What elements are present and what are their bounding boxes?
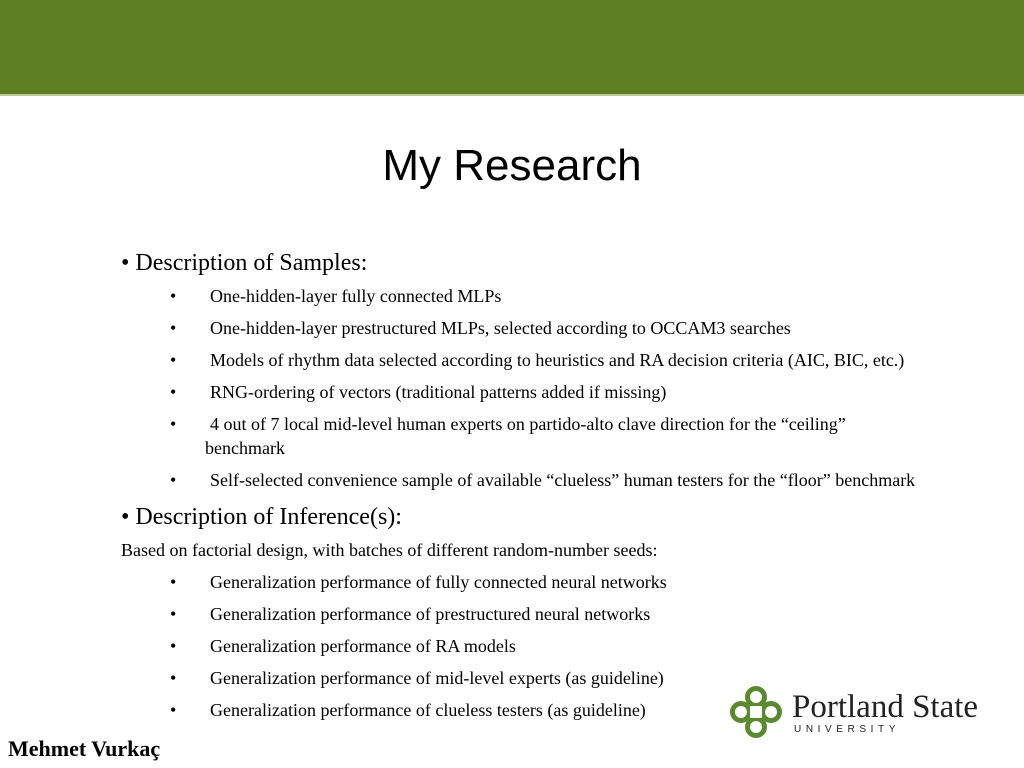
list-item: • Generalization performance of RA models: [170, 636, 516, 656]
slide-title: My Research: [382, 141, 642, 190]
bullet: •: [170, 604, 177, 624]
header-band-edge: [0, 94, 1024, 96]
bullet: •: [170, 470, 177, 490]
list-item: • One-hidden-layer fully connected MLPs: [170, 286, 502, 306]
list-item: • 4 out of 7 local mid-level human experts on partido-alto clave direction for the “ceiling” benchmark: [170, 414, 846, 458]
author-name: Mehmet Vurkaç: [8, 736, 161, 761]
bullet: •: [170, 350, 177, 370]
slide-content: [121, 246, 921, 730]
logo-wordmark: Portland State: [792, 689, 979, 725]
bullet: •: [170, 572, 177, 592]
section-heading-inference: • Description of Inference(s):: [121, 504, 402, 530]
university-logo: [728, 684, 990, 742]
samples-list: [121, 284, 921, 492]
bullet: •: [170, 318, 177, 338]
header-band: [0, 0, 1024, 94]
list-item: • RNG-ordering of vectors (traditional patterns added if missing): [170, 382, 667, 402]
bullet: •: [170, 286, 177, 306]
list-item: • Generalization performance of prestructured neural networks: [170, 604, 651, 624]
bullet: •: [170, 414, 177, 434]
list-item: • Self-selected convenience sample of available “clueless” human testers for the “floor” benchmark: [170, 470, 916, 490]
list-item: • Generalization performance of clueless testers (as guideline): [170, 700, 646, 720]
bullet: •: [170, 636, 177, 656]
bullet: •: [170, 382, 177, 402]
list-item: • Generalization performance of mid-level experts (as guideline): [170, 668, 664, 688]
list-item: • One-hidden-layer prestructured MLPs, selected according to OCCAM3 searches: [170, 318, 791, 338]
inference-intro: Based on factorial design, with batches of different random-number seeds:: [121, 540, 658, 560]
section-heading-samples: • Description of Samples:: [121, 250, 368, 276]
list-item: • Generalization performance of fully connected neural networks: [170, 572, 667, 592]
logo-subtitle: UNIVERSITY: [794, 724, 901, 735]
list-item: • Models of rhythm data selected according to heuristics and RA decision criteria (AIC, BIC, etc.): [170, 350, 905, 370]
bullet: •: [170, 700, 177, 720]
knot-logo-icon: [728, 684, 784, 740]
bullet: •: [170, 668, 177, 688]
